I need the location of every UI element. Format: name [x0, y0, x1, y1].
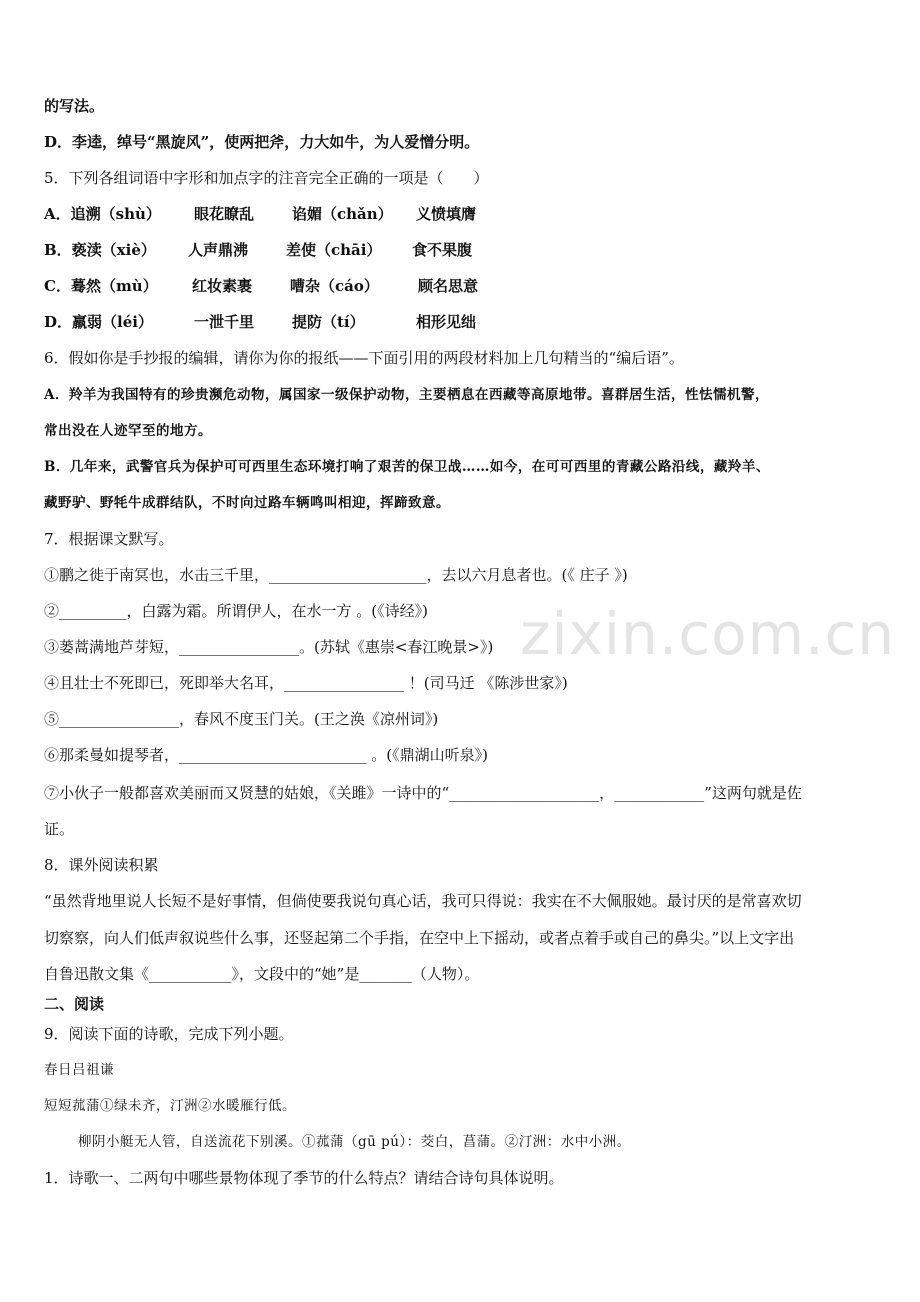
sub-question-1: 1．诗歌一、二两句中哪些景物体现了季节的什么特点？请结合诗句具体说明。 [44, 1169, 564, 1187]
fill-blank-3: ③蒌蒿满地芦芽短，________________。(苏轼《惠崇<春江晚景>》) [44, 638, 494, 656]
poem-title: 春日吕祖谦 [44, 1062, 114, 1078]
poem-line-2-with-notes: 柳阴小艇无人管，自送流花下别溪。①菰蒲（gū pú）：茭白，菖蒲。②汀洲：水中小洲。 [78, 1134, 631, 1150]
option-cell: 义愤填膺 [416, 205, 477, 223]
q5-option-a [44, 204, 476, 224]
question-5: 5．下列各组词语中字形和加点字的注音完全正确的一项是（ ） [44, 169, 489, 187]
fill-blank-1: ①鹏之徙于南冥也，水击三千里，_____________________，去以六月息者也。(《 庄子 》) [44, 566, 628, 584]
option-cell: 人声鼎沸 [188, 241, 249, 259]
watermark: zixin.com.cn [520, 600, 896, 668]
fill-blank-7: ⑦小伙子一般都喜欢美丽而又贤慧的姑娘，《关雎》一诗中的“____________________，____________”这两句就是佐 [44, 784, 802, 802]
fill-blank-5: ⑤________________，春风不度玉门关。(王之涣《凉州词》) [44, 710, 439, 728]
option-cell: 相形见绌 [416, 313, 477, 331]
option-cell: 嘈杂（cáo） [290, 277, 379, 295]
fill-blank-7-cont: 证。 [44, 820, 75, 838]
option-cell: B．亵渎（xiè） [44, 241, 156, 259]
option-cell: A．追溯（shù） [44, 205, 161, 223]
question-7: 7．根据课文默写。 [44, 530, 174, 548]
quote-line-3: 自鲁迅散文集《___________》，文段中的“她”是_______（人物）。 [44, 965, 480, 983]
question-6: 6．假如你是手抄报的编辑，请你为你的报纸——下面引用的两段材料加上几句精当的“编后语”。 [44, 349, 684, 367]
option-cell: 一泄千里 [194, 313, 255, 331]
question-8: 8．课外阅读积累 [44, 856, 159, 874]
section-heading-reading: 二、阅读 [44, 995, 105, 1013]
material-a-line-2: 常出没在人迹罕至的地方。 [44, 423, 212, 439]
option-cell: 顾名思意 [418, 277, 479, 295]
question-9: 9．阅读下面的诗歌，完成下列小题。 [44, 1025, 294, 1043]
fill-blank-6: ⑥那柔曼如提琴者，_________________________ 。(《鼎湖山听泉》) [44, 746, 488, 764]
material-a-line-1: A．羚羊为我国特有的珍贵濒危动物，属国家一级保护动物，主要栖息在西藏等高原地带。喜群居生活，性怯懦机警， [44, 387, 769, 403]
q5-option-d [44, 312, 476, 332]
option-d-line: D．李逵，绰号“黑旋风”，使两把斧，力大如牛，为人爱憎分明。 [44, 133, 480, 151]
option-cell: 眼花瞭乱 [194, 205, 255, 223]
quote-line-1: “虽然背地里说人长短不是好事情，但倘使要我说句真心话，我可只得说：我实在不大佩服她。最讨厌的是常喜欢切 [44, 892, 802, 910]
option-cell: D．羸弱（léi） [44, 313, 153, 331]
option-cell: 红妆素裹 [192, 277, 253, 295]
text-line: 的写法。 [44, 97, 105, 115]
option-cell: C．蓦然（mù） [44, 277, 158, 295]
option-cell: 谄媚（chǎn） [292, 205, 393, 223]
poem-line-1: 短短菰蒲①绿未齐，汀洲②水暖雁行低。 [44, 1098, 296, 1114]
fill-blank-2: ②_________，白露为霜。所谓伊人，在水一方 。(《诗经》) [44, 602, 428, 620]
q5-option-c [44, 276, 478, 296]
option-cell: 差使（chāi） [286, 241, 382, 259]
option-cell: 提防（tí） [292, 313, 365, 331]
material-b-line-1: B．几年来，武警官兵为保护可可西里生态环境打响了艰苦的保卫战……如今，在可可西里的青藏公路沿线，藏羚羊、 [44, 459, 770, 475]
fill-blank-4: ④且壮士不死即已，死即举大名耳，________________ ！(司马迁 《陈涉世家》) [44, 674, 568, 692]
q5-option-b [44, 240, 472, 260]
option-cell: 食不果腹 [412, 241, 473, 259]
material-b-line-2: 藏野驴、野牦牛成群结队，不时向过路车辆鸣叫相迎，挥蹄致意。 [44, 495, 450, 511]
quote-line-2: 切察察，向人们低声叙说些什么事，还竖起第二个手指，在空中上下摇动，或者点着手或自己的鼻尖。”以上文字出 [44, 929, 795, 947]
